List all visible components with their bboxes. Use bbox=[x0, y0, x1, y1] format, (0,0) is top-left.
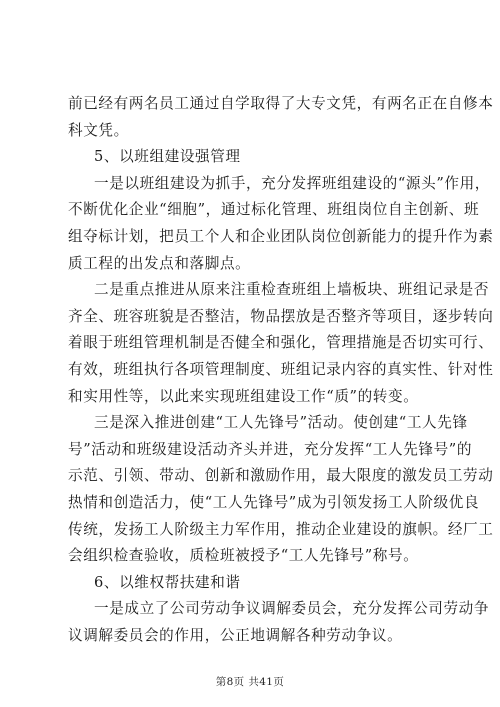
text-line: 6、以维权帮扶建和谐 bbox=[94, 573, 241, 591]
text-line: 一是成立了公司劳动争议调解委员会，充分发挥公司劳动争 bbox=[94, 600, 490, 618]
text-line: 和实用性等，以此来实现班组建设工作“质”的转变。 bbox=[68, 387, 419, 405]
text-line: 号”活动和班级建设活动齐头并进，充分发挥“工人先锋号”的 bbox=[68, 440, 473, 458]
text-line: 热情和创造活力，使“工人先锋号”成为引领发扬工人阶级优良 bbox=[68, 493, 480, 511]
text-line: 会组织检查验收，质检班被授予“工人先锋号”称号。 bbox=[68, 547, 419, 565]
text-line: 前已经有两名员工通过自学取得了大专文凭，有两名正在自修本 bbox=[68, 95, 494, 112]
text-line: 二是重点推进从原来注重检查班组上墙板块、班组记录是否 bbox=[94, 281, 490, 299]
text-line: 组夺标计划，把员工个人和企业团队岗位创新能力的提升作为素 bbox=[68, 227, 494, 245]
text-line: 科文凭。 bbox=[68, 121, 129, 139]
document-body bbox=[68, 91, 494, 649]
text-line: 质工程的出发点和落脚点。 bbox=[68, 254, 251, 272]
text-line: 一是以班组建设为抓手，充分发挥班组建设的“源头”作用， bbox=[94, 174, 490, 192]
text-line: 不断优化企业“细胞”，通过标化管理、班组岗位自主创新、班 bbox=[68, 201, 480, 219]
text-line: 传统，发扬工人阶级主力军作用，推动企业建设的旗帜。经厂工 bbox=[68, 520, 494, 538]
text-line: 示范、引领、带动、创新和激励作用，最大限度的激发员工劳动 bbox=[68, 467, 494, 485]
page-footer: 第8页 共41页 bbox=[215, 676, 285, 688]
text-line: 有效，班组执行各项管理制度、班组记录内容的真实性、针对性 bbox=[68, 360, 494, 378]
text-line: 三是深入推进创建“工人先锋号”活动。使创建“工人先锋 bbox=[94, 414, 468, 432]
text-line: 5、以班组建设强管理 bbox=[94, 148, 241, 166]
text-line: 齐全、班容班貌是否整洁，物品摆放是否整齐等项目，逐步转向 bbox=[68, 307, 494, 325]
text-line: 议调解委员会的作用，公正地调解各种劳动争议。 bbox=[68, 626, 403, 644]
text-line: 着眼于班组管理机制是否健全和强化，管理措施是否切实可行、 bbox=[68, 334, 494, 352]
